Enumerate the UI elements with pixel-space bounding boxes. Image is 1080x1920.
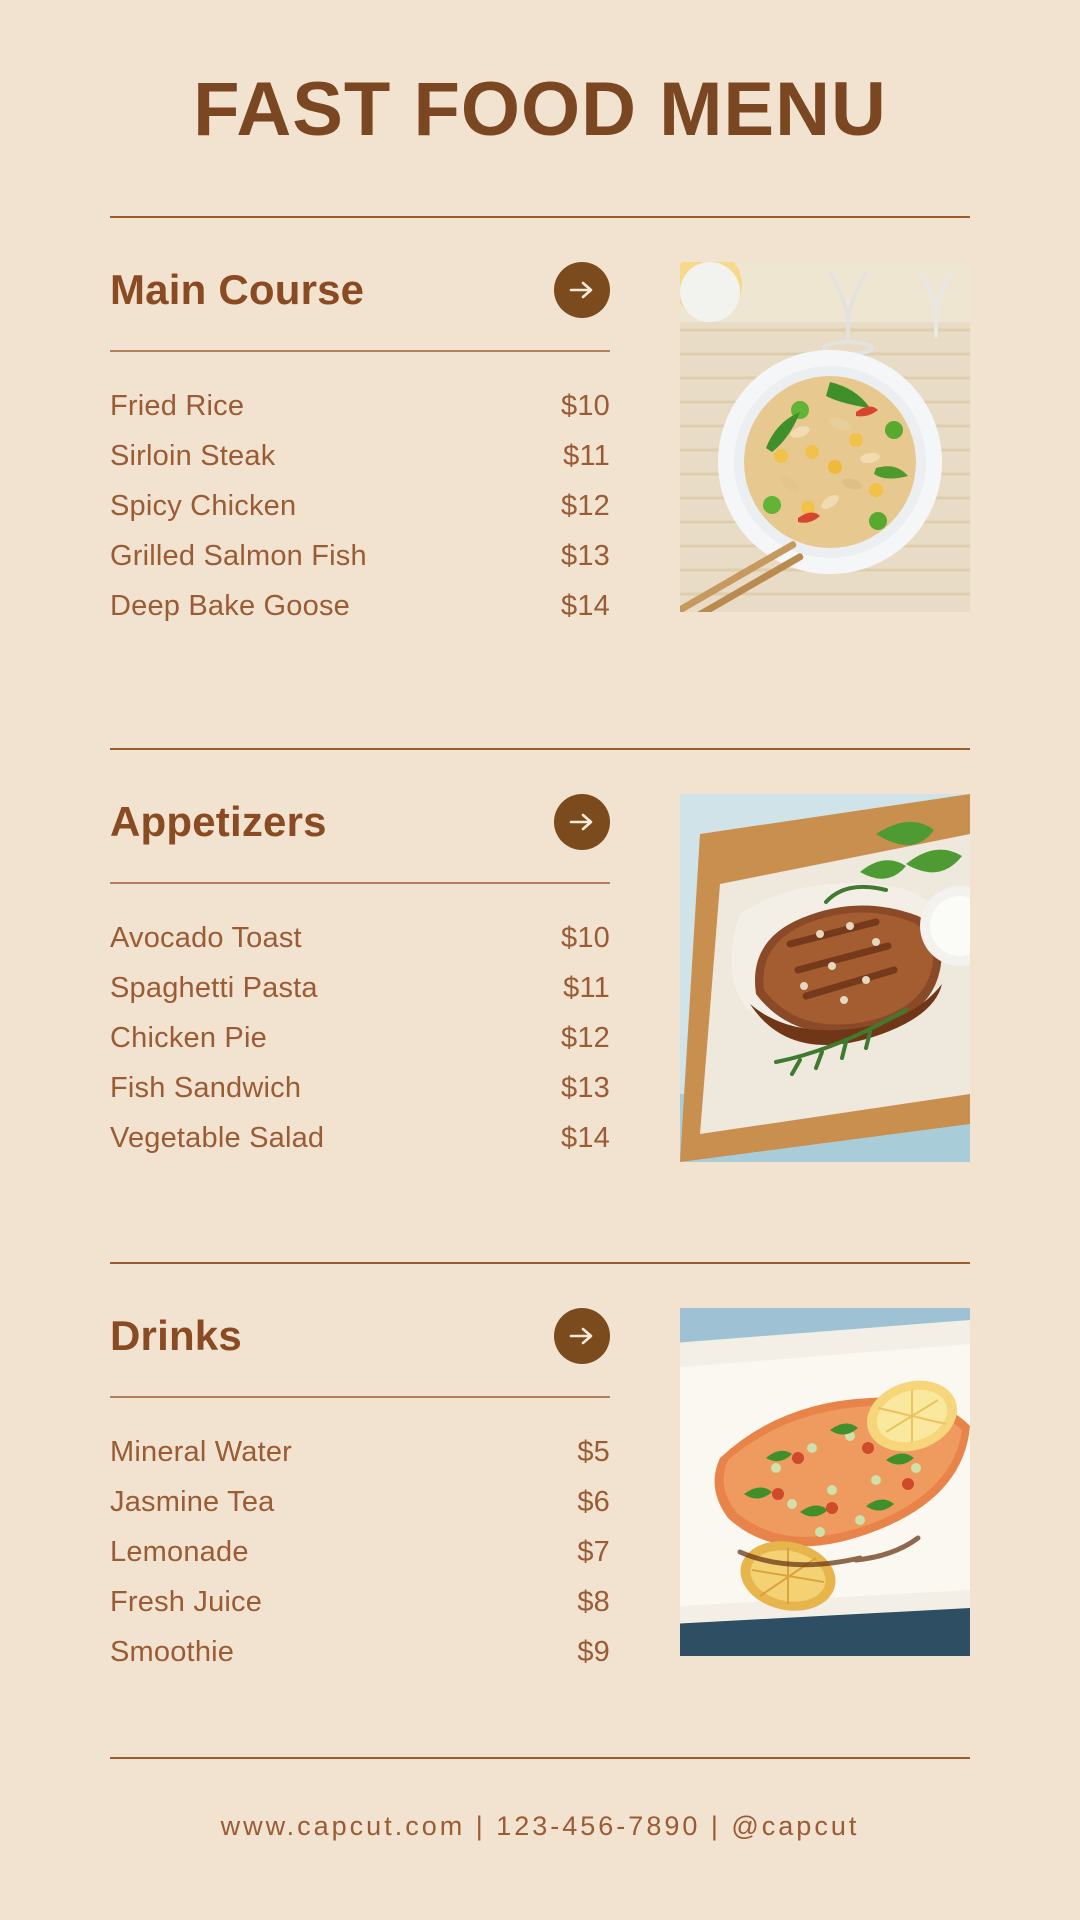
item-name: Mineral Water [110,1435,293,1468]
item-name: Deep Bake Goose [110,589,350,622]
item-price: $7 [577,1535,610,1568]
item-price: $12 [561,489,610,522]
item-price: $11 [563,971,610,1004]
item-name: Jasmine Tea [110,1485,275,1518]
item-name: Grilled Salmon Fish [110,539,367,572]
item-name: Chicken Pie [110,1021,267,1054]
arrow-right-icon[interactable] [554,1308,610,1364]
item-name: Smoothie [110,1635,235,1668]
item-price: $6 [577,1485,610,1518]
item-name: Sirloin Steak [110,439,276,472]
item-price: $9 [577,1635,610,1668]
item-name: Spicy Chicken [110,489,297,522]
section-drinks [110,1264,970,1678]
list-item [110,1578,610,1628]
section-header [110,1308,610,1364]
item-name: Fresh Juice [110,1585,263,1618]
item-price: $14 [561,589,610,622]
section-main-course [110,218,970,750]
item-price: $14 [561,1121,610,1154]
menu-item-list [110,1428,610,1678]
list-item [110,382,610,432]
list-item [110,1478,610,1528]
page-title: FAST FOOD MENU [193,67,887,152]
item-price: $8 [577,1585,610,1618]
item-price: $10 [561,921,610,954]
section-photo-appetizers [680,794,970,1162]
list-item [110,1628,610,1678]
item-name: Fried Rice [110,389,245,422]
item-name: Spaghetti Pasta [110,971,318,1004]
arrow-right-icon[interactable] [554,262,610,318]
list-item [110,1428,610,1478]
footer-contact: www.capcut.com | 123-456-7890 | @capcut [220,1811,860,1841]
section-divider [110,1396,610,1398]
section-divider [110,350,610,352]
footer-divider [110,1757,970,1759]
item-name: Avocado Toast [110,921,302,954]
section-divider [110,882,610,884]
item-price: $12 [561,1021,610,1054]
item-price: $13 [561,539,610,572]
item-price: $5 [577,1435,610,1468]
item-name: Lemonade [110,1535,249,1568]
section-appetizers [110,750,970,1264]
list-item [110,432,610,482]
item-name: Vegetable Salad [110,1121,325,1154]
footer [110,1757,970,1842]
item-name: Fish Sandwich [110,1071,302,1104]
section-title: Main Course [110,265,365,313]
list-item [110,1528,610,1578]
list-item [110,1064,610,1114]
item-price: $10 [561,389,610,422]
arrow-right-icon[interactable] [554,794,610,850]
item-price: $11 [563,439,610,472]
item-price: $13 [561,1071,610,1104]
section-header [110,794,610,850]
list-item [110,914,610,964]
menu-item-list [110,382,610,632]
list-item [110,1014,610,1064]
list-item [110,964,610,1014]
section-title: Drinks [110,1311,242,1359]
list-item [110,582,610,632]
section-title: Appetizers [110,797,327,845]
list-item [110,1114,610,1164]
list-item [110,482,610,532]
section-header [110,262,610,318]
section-photo-main-course [680,262,970,612]
menu-item-list [110,914,610,1164]
list-item [110,532,610,582]
section-photo-drinks [680,1308,970,1656]
